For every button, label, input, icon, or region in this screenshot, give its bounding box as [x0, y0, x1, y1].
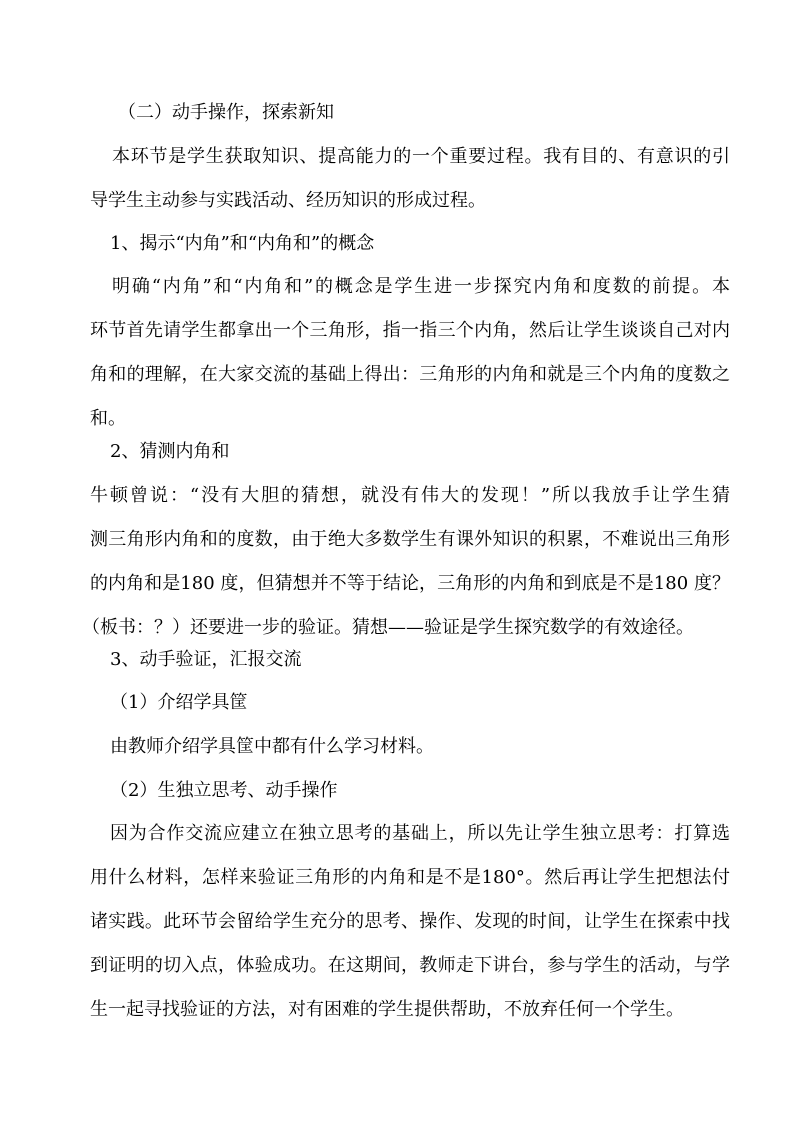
item1-line-3: 角和的理解，在大家交流的基础上得出：三角形的内角和就是三个内角的度数之	[90, 364, 730, 385]
sub2-heading: （2）生独立思考、动手操作	[110, 780, 338, 801]
sub2-line-1: 因为合作交流应建立在独立思考的基础上，所以先让学生独立思考：打算选	[110, 823, 730, 844]
item2-line-1: 牛顿曾说：“没有大胆的猜想，就没有伟大的发现！”所以我放手让学生猜	[90, 485, 730, 506]
item3-heading: 3、动手验证，汇报交流	[110, 649, 302, 670]
intro-line-1: 本环节是学生获取知识、提高能力的一个重要过程。我有目的、有意识的引	[112, 146, 730, 167]
item2-line-3: 的内角和是180 度，但猜想并不等于结论，三角形的内角和到底是不是180 度？	[90, 573, 730, 594]
item1-line-4: 和。	[90, 408, 126, 429]
item1-paragraph	[90, 275, 730, 431]
item2-line-4: （板书：？）还要进一步的验证。猜想——验证是学生探究数学的有效途径。	[82, 617, 694, 638]
intro-line-2: 导学生主动参与实践活动、经历知识的形成过程。	[90, 190, 486, 211]
item1-heading: 1、揭示“内角”和“内角和”的概念	[110, 233, 375, 254]
sub2-line-2: 用什么材料，怎样来验证三角形的内角和是不是180°。然后再让学生把想法付	[90, 867, 730, 888]
sub2-paragraph	[90, 822, 730, 1022]
sub1-line: 由教师介绍学具筐中都有什么学习材料。	[110, 736, 434, 757]
item1-line-1: 明确“内角”和“内角和”的概念是学生进一步探究内角和度数的前提。本	[112, 276, 730, 297]
sub2-line-3: 诸实践。此环节会留给学生充分的思考、操作、发现的时间，让学生在探索中找	[90, 911, 730, 932]
intro-paragraph	[90, 145, 730, 213]
sub2-line-5: 生一起寻找验证的方法，对有困难的学生提供帮助，不放弃任何一个学生。	[90, 999, 684, 1020]
item2-line-2: 测三角形内角和的度数，由于绝大多数学生有课外知识的积累，不难说出三角形	[90, 529, 730, 550]
item1-line-2: 环节首先请学生都拿出一个三角形，指一指三个内角，然后让学生谈谈自己对内	[90, 320, 730, 341]
section-title: （二）动手操作，探索新知	[118, 102, 334, 123]
item2-paragraph	[82, 484, 730, 640]
sub1-heading: （1）介绍学具筐	[110, 692, 248, 713]
sub2-line-4: 到证明的切入点，体验成功。在这期间，教师走下讲台，参与学生的活动，与学	[90, 955, 730, 976]
item2-heading: 2、猜测内角和	[110, 441, 230, 462]
